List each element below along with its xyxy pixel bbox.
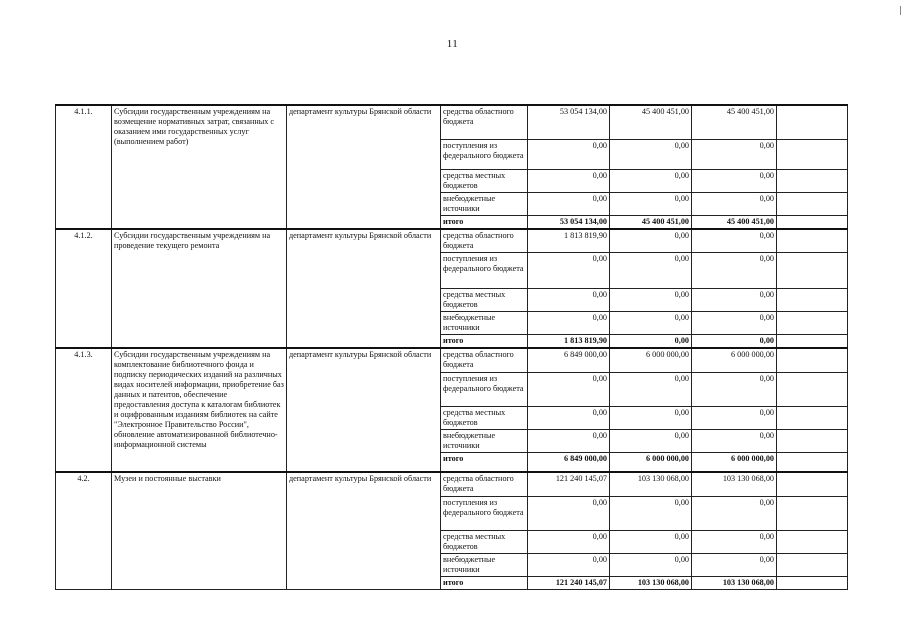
amount-year-2: 0,00 <box>610 253 692 289</box>
funding-source: средства областного бюджета <box>441 229 528 253</box>
responsible-department: департамент культуры Брянской области <box>287 472 441 589</box>
empty-cell <box>777 530 848 553</box>
funding-source: поступления из федерального бюджета <box>441 253 528 289</box>
empty-cell <box>777 335 848 349</box>
funding-source: поступления из федерального бюджета <box>441 139 528 169</box>
amount-year-1: 0,00 <box>528 139 610 169</box>
amount-year-1: 0,00 <box>528 406 610 429</box>
amount-year-1: 6 849 000,00 <box>528 348 610 372</box>
funding-source: внебюджетные источники <box>441 192 528 215</box>
amount-year-3: 0,00 <box>692 169 777 192</box>
amount-year-3: 0,00 <box>692 192 777 215</box>
amount-year-3: 45 400 451,00 <box>692 105 777 139</box>
empty-cell <box>777 348 848 372</box>
funding-source: итого <box>441 215 528 229</box>
empty-cell <box>777 105 848 139</box>
amount-year-1: 0,00 <box>528 192 610 215</box>
budget-table <box>55 104 848 590</box>
responsible-department: департамент культуры Брянской области <box>287 229 441 349</box>
amount-year-3: 0,00 <box>692 289 777 312</box>
amount-year-1: 0,00 <box>528 169 610 192</box>
amount-year-3: 0,00 <box>692 496 777 530</box>
amount-year-1: 0,00 <box>528 289 610 312</box>
responsible-department: департамент культуры Брянской области <box>287 348 441 472</box>
budget-table-body <box>56 105 848 589</box>
amount-year-2: 0,00 <box>610 335 692 349</box>
amount-year-2: 0,00 <box>610 429 692 452</box>
amount-year-2: 0,00 <box>610 406 692 429</box>
funding-source: внебюджетные источники <box>441 312 528 335</box>
amount-year-2: 103 130 068,00 <box>610 472 692 496</box>
item-number: 4.2. <box>56 472 112 589</box>
amount-year-1: 53 054 134,00 <box>528 215 610 229</box>
amount-year-1: 121 240 145,07 <box>528 472 610 496</box>
amount-year-2: 0,00 <box>610 139 692 169</box>
amount-year-3: 0,00 <box>692 530 777 553</box>
amount-year-3: 0,00 <box>692 312 777 335</box>
amount-year-2: 6 000 000,00 <box>610 452 692 472</box>
table-row <box>56 229 848 253</box>
empty-cell <box>777 312 848 335</box>
funding-source: средства областного бюджета <box>441 105 528 139</box>
page-number: 11 <box>446 38 459 50</box>
item-name: Субсидии государственным учреждениям на проведение текущего ремонта <box>112 229 287 349</box>
amount-year-3: 0,00 <box>692 139 777 169</box>
amount-year-1: 0,00 <box>528 253 610 289</box>
table-row <box>56 105 848 139</box>
empty-cell <box>777 452 848 472</box>
page-edge-mark <box>900 6 901 15</box>
amount-year-2: 0,00 <box>610 530 692 553</box>
funding-source: внебюджетные источники <box>441 553 528 576</box>
funding-source: итого <box>441 576 528 589</box>
empty-cell <box>777 215 848 229</box>
item-name: Субсидии государственным учреждениям на возмещение нормативных затрат, связанных с оказанием ими государственных услуг (выполнением работ) <box>112 105 287 229</box>
amount-year-1: 0,00 <box>528 553 610 576</box>
amount-year-2: 0,00 <box>610 553 692 576</box>
amount-year-3: 0,00 <box>692 229 777 253</box>
funding-source: средства местных бюджетов <box>441 169 528 192</box>
amount-year-2: 6 000 000,00 <box>610 348 692 372</box>
amount-year-1: 0,00 <box>528 429 610 452</box>
empty-cell <box>777 576 848 589</box>
amount-year-2: 0,00 <box>610 372 692 406</box>
amount-year-2: 45 400 451,00 <box>610 105 692 139</box>
amount-year-2: 0,00 <box>610 312 692 335</box>
amount-year-2: 0,00 <box>610 169 692 192</box>
amount-year-3: 103 130 068,00 <box>692 472 777 496</box>
item-number: 4.1.3. <box>56 348 112 472</box>
empty-cell <box>777 139 848 169</box>
amount-year-3: 6 000 000,00 <box>692 452 777 472</box>
item-number: 4.1.2. <box>56 229 112 349</box>
amount-year-1: 0,00 <box>528 496 610 530</box>
empty-cell <box>777 253 848 289</box>
item-number: 4.1.1. <box>56 105 112 229</box>
item-name: Музеи и постоянные выставки <box>112 472 287 589</box>
amount-year-1: 53 054 134,00 <box>528 105 610 139</box>
responsible-department: департамент культуры Брянской области <box>287 105 441 229</box>
amount-year-1: 0,00 <box>528 372 610 406</box>
amount-year-2: 45 400 451,00 <box>610 215 692 229</box>
empty-cell <box>777 429 848 452</box>
amount-year-1: 121 240 145,07 <box>528 576 610 589</box>
funding-source: средства местных бюджетов <box>441 406 528 429</box>
amount-year-1: 1 813 819,90 <box>528 335 610 349</box>
amount-year-3: 103 130 068,00 <box>692 576 777 589</box>
empty-cell <box>777 169 848 192</box>
funding-source: итого <box>441 452 528 472</box>
funding-source: поступления из федерального бюджета <box>441 372 528 406</box>
amount-year-2: 0,00 <box>610 496 692 530</box>
funding-source: итого <box>441 335 528 349</box>
empty-cell <box>777 553 848 576</box>
amount-year-2: 0,00 <box>610 229 692 253</box>
amount-year-3: 0,00 <box>692 553 777 576</box>
funding-source: поступления из федерального бюджета <box>441 496 528 530</box>
amount-year-3: 0,00 <box>692 429 777 452</box>
funding-source: средства местных бюджетов <box>441 289 528 312</box>
amount-year-3: 0,00 <box>692 253 777 289</box>
amount-year-1: 6 849 000,00 <box>528 452 610 472</box>
amount-year-3: 0,00 <box>692 335 777 349</box>
empty-cell <box>777 406 848 429</box>
item-name: Субсидии государственным учреждениям на комплектование библиотечного фонда и подписку периодических изданий на различных видах носителей информации, приобретение баз данных и патентов, обеспечение предоставления доступа к каталогам библиотек и оцифрованным изданиям библиотек на сайте "Электронное Правительство России", обновление автоматизированной библиотечно-информационной системы <box>112 348 287 472</box>
amount-year-1: 0,00 <box>528 530 610 553</box>
empty-cell <box>777 472 848 496</box>
funding-source: средства местных бюджетов <box>441 530 528 553</box>
empty-cell <box>777 229 848 253</box>
amount-year-1: 0,00 <box>528 312 610 335</box>
amount-year-3: 45 400 451,00 <box>692 215 777 229</box>
empty-cell <box>777 192 848 215</box>
empty-cell <box>777 289 848 312</box>
table-row <box>56 348 848 372</box>
funding-source: средства областного бюджета <box>441 348 528 372</box>
empty-cell <box>777 496 848 530</box>
amount-year-3: 0,00 <box>692 372 777 406</box>
funding-source: внебюджетные источники <box>441 429 528 452</box>
funding-source: средства областного бюджета <box>441 472 528 496</box>
table-row <box>56 472 848 496</box>
amount-year-3: 0,00 <box>692 406 777 429</box>
amount-year-2: 103 130 068,00 <box>610 576 692 589</box>
amount-year-2: 0,00 <box>610 289 692 312</box>
amount-year-2: 0,00 <box>610 192 692 215</box>
empty-cell <box>777 372 848 406</box>
amount-year-3: 6 000 000,00 <box>692 348 777 372</box>
amount-year-1: 1 813 819,90 <box>528 229 610 253</box>
